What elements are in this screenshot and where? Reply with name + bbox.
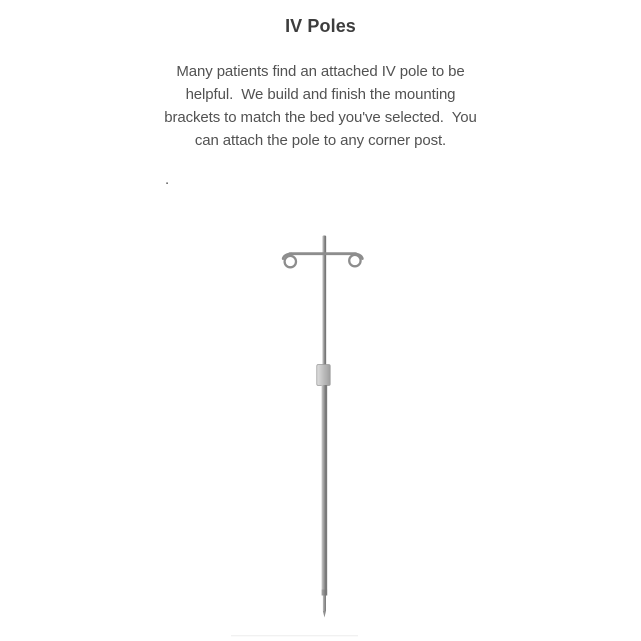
stray-period-text: . <box>165 171 170 188</box>
hook-left-icon <box>283 254 296 268</box>
pole-lower-section <box>322 385 328 596</box>
page-title: IV Poles <box>285 16 356 36</box>
pole-crossbar <box>289 252 358 255</box>
intro-line: brackets to match the bed you've selected. You <box>164 109 477 126</box>
intro-line: Many patients find an attached IV pole to be <box>176 63 465 80</box>
photo-bottom-edge <box>231 635 358 636</box>
hook-right-icon <box>349 254 362 267</box>
intro-line: helpful. We build and finish the mounting <box>185 86 456 103</box>
mounting-rod <box>323 596 326 612</box>
intro-line: can attach the pole to any corner post. <box>194 132 447 149</box>
pole-tip <box>323 611 326 618</box>
height-adjustment-collar <box>317 365 330 386</box>
pole-lower-end-shade <box>322 590 328 596</box>
